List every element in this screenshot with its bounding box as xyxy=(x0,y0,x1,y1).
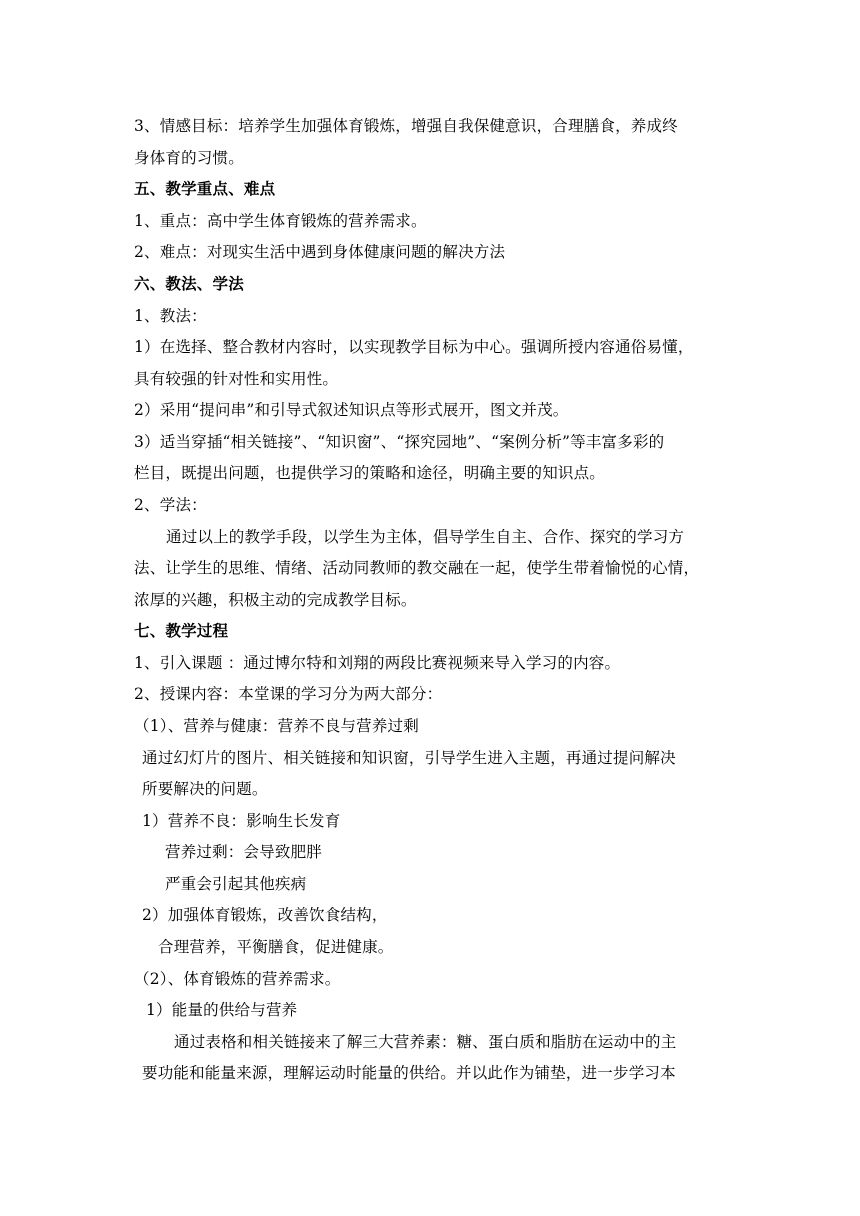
text-line: 具有较强的针对性和实用性。 xyxy=(134,370,339,388)
text-line: 2、难点：对现实生活中遇到身体健康问题的解决方法 xyxy=(134,243,506,261)
text-line: 1、教法： xyxy=(134,307,207,325)
text-line: 2、学法： xyxy=(134,496,207,514)
text-line: 1、重点：高中学生体育锻炼的营养需求。 xyxy=(134,212,427,230)
text-line: 严重会引起其他疾病 xyxy=(165,875,307,893)
text-line: 1）在选择、整合教材内容时，以实现教学目标为中心。强调所授内容通俗易懂， xyxy=(134,338,694,356)
text-line: 通过表格和相关链接来了解三大营养素：糖、蛋白质和脂肪在运动中的主 xyxy=(174,1033,677,1051)
text-line: 3、情感目标：培养学生加强体育锻炼，增强自我保健意识，合理膳食，养成终 xyxy=(134,117,678,135)
text-line: 身体育的习惯。 xyxy=(134,149,244,167)
text-line: 2）采用“提问串”和引导式叙述知识点等形式展开，图文并茂。 xyxy=(134,401,569,419)
text-line: 浓厚的兴趣，积极主动的完成教学目标。 xyxy=(134,591,417,609)
text-line: 通过以上的教学手段，以学生为主体，倡导学生自主、合作、探究的学习方 xyxy=(166,528,685,546)
section-heading: 五、教学重点、难点 xyxy=(134,179,276,198)
text-line: （1）、营养与健康：营养不良与营养过剩 xyxy=(134,717,419,735)
text-line: 合理营养，平衡膳食，促进健康。 xyxy=(158,938,394,956)
text-line: 1）能量的供给与营养 xyxy=(146,1001,298,1019)
text-line: 法、让学生的思维、情绪、活动同教师的教交融在一起，使学生带着愉悦的心情， xyxy=(134,559,700,577)
text-line: 栏目，既提出问题，也提供学习的策略和途径，明确主要的知识点。 xyxy=(134,464,606,482)
text-line: 2）加强体育锻炼，改善饮食结构， xyxy=(142,906,388,924)
text-line: 通过幻灯片的图片、相关链接和知识窗，引导学生进入主题，再通过提问解决 xyxy=(142,749,676,767)
section-heading: 六、教法、学法 xyxy=(134,274,244,293)
text-line: 3）适当穿插“相关链接”、“知识窗”、“探究园地”、“案例分析”等丰富多彩的 xyxy=(134,433,665,451)
text-line: （2）、体育锻炼的营养需求。 xyxy=(134,970,341,988)
text-line: 所要解决的问题。 xyxy=(142,780,268,798)
section-heading: 七、教学过程 xyxy=(134,621,229,640)
text-line: 1、引入课题 ：通过博尔特和刘翔的两段比赛视频来导入学习的内容。 xyxy=(134,654,621,672)
text-line: 要功能和能量来源，理解运动时能量的供给。并以此作为铺垫，进一步学习本 xyxy=(142,1064,676,1082)
text-line: 1）营养不良：影响生长发育 xyxy=(142,812,341,830)
text-line: 营养过剩：会导致肥胖 xyxy=(165,843,323,861)
text-line: 2、授课内容：本堂课的学习分为两大部分： xyxy=(134,685,443,703)
